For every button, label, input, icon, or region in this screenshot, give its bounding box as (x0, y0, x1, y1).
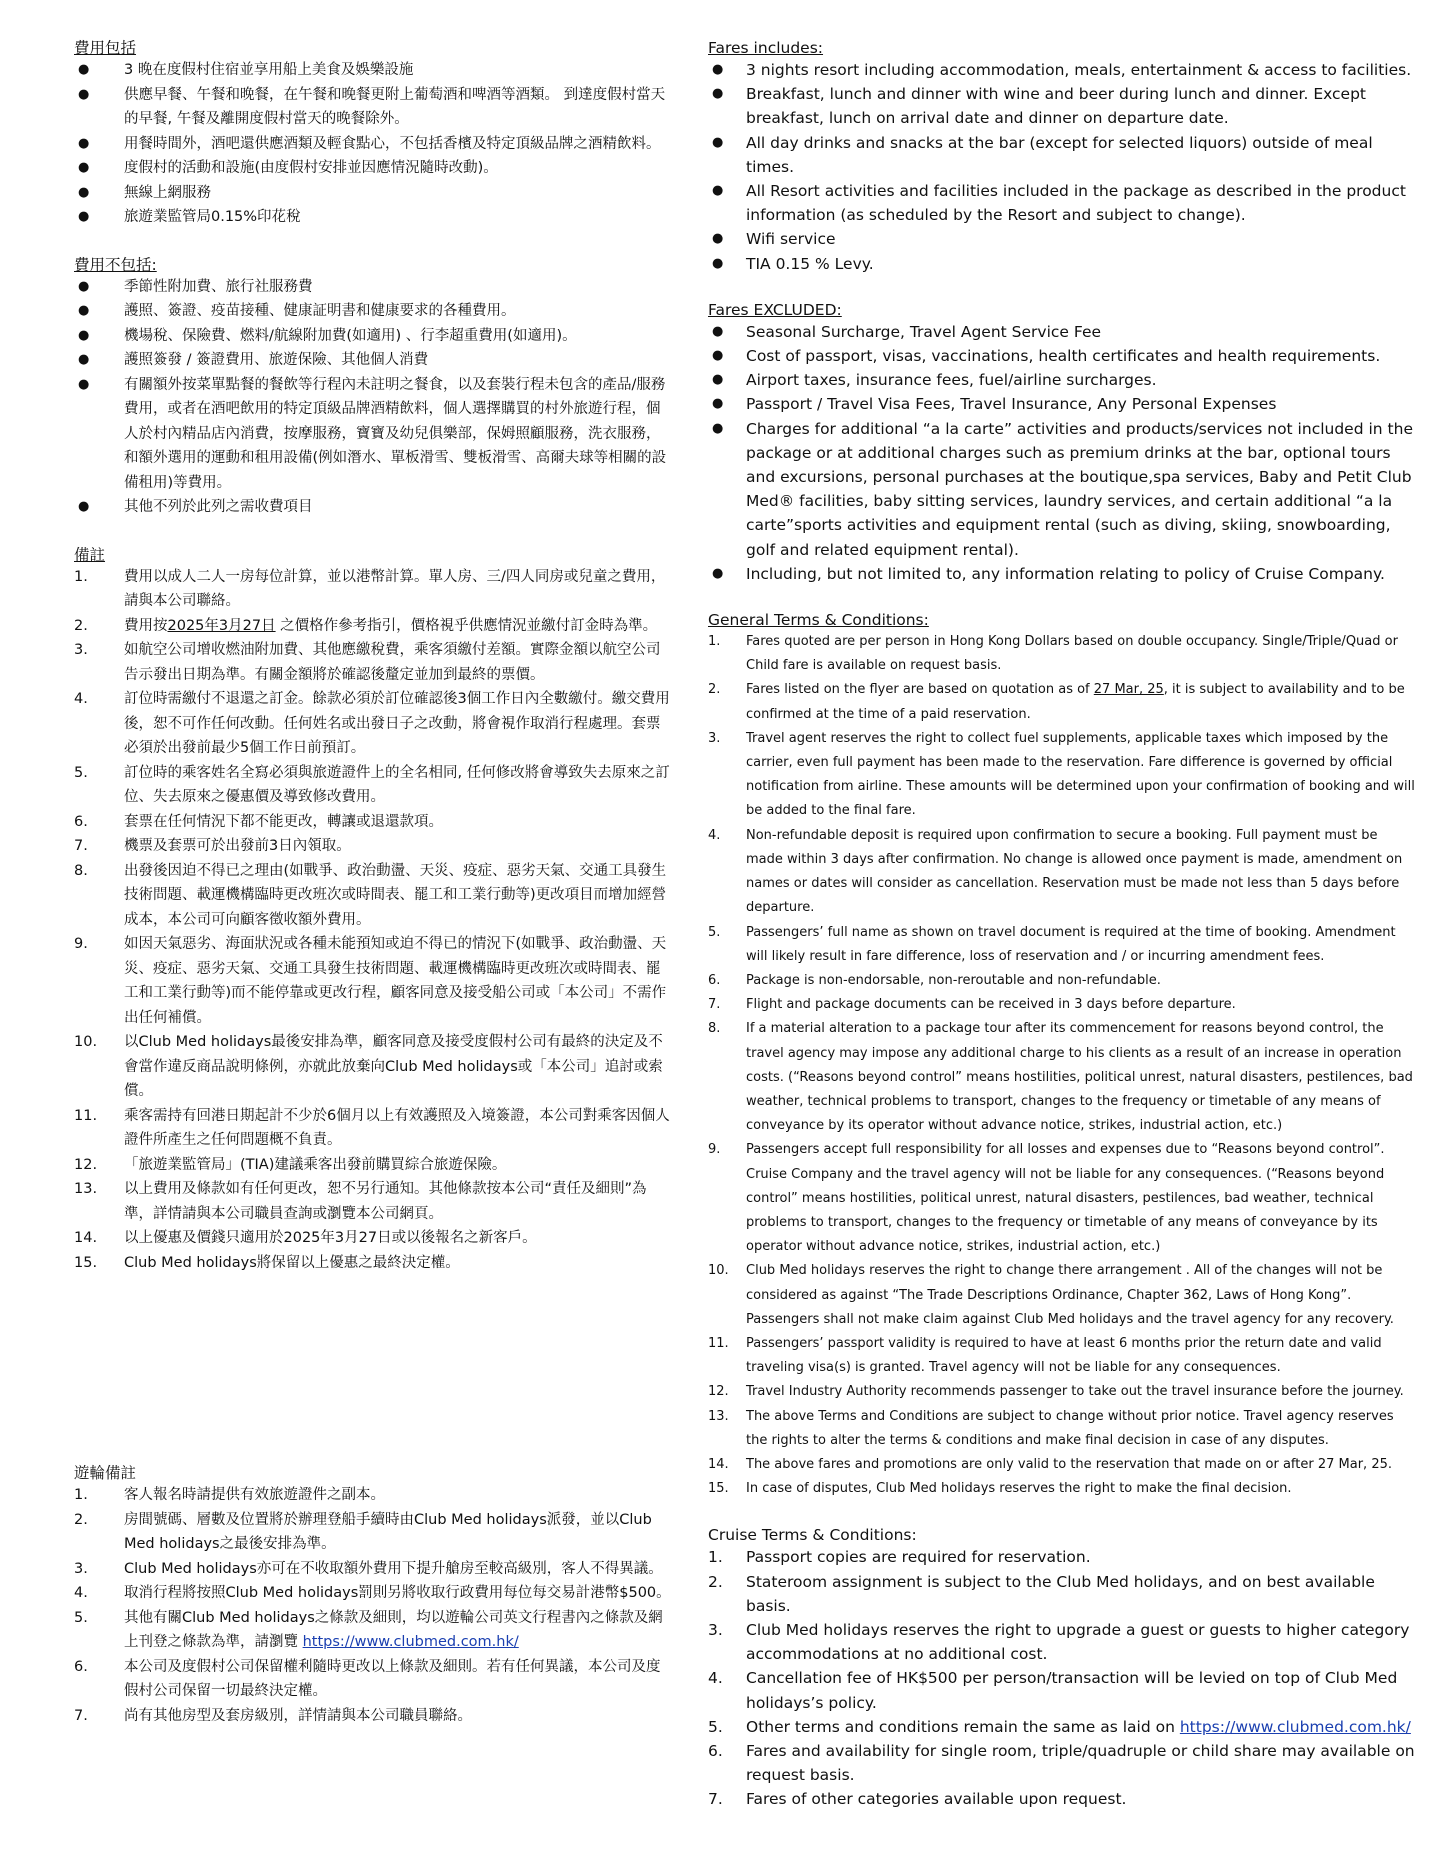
item-number: 11. (74, 1107, 98, 1124)
item-text: 出發後因迫不得已之理由(如戰爭、政治動盪、天災、疫症、惡劣天氣、交通工具發生技術問題、載運機構臨時更改班次或時間表、罷工和工業行動等)更改項目而增加經營成本，本公司可向顧客徵收額外費用。 (124, 862, 667, 928)
list-item (708, 1017, 1418, 1138)
list-item (74, 638, 674, 687)
zh-fares-excluded-section (74, 255, 674, 520)
list-item (708, 630, 1418, 678)
item-text: 如因天氣惡劣、海面狀況或各種未能預知或迫不得已的情況下(如戰爭、政治動盪、天災、疫症、惡劣天氣、交通工具發生技術問題、載運機構臨時更改班次或時間表、罷工和工業行動等)而不能停靠或更改行程，顧客同意及接受船公司或「本公司」不需作出任何補償。 (124, 936, 667, 1026)
item-number: 13. (708, 1408, 729, 1424)
list-item (74, 1251, 674, 1276)
en-general-terms-list (708, 630, 1418, 1501)
en-cruise-terms-heading: Cruise Terms & Conditions: (708, 1526, 917, 1545)
list-item (74, 1030, 674, 1104)
list-item (708, 227, 1418, 251)
item-text: Passengers accept full responsibility for all losses and expenses due to “Reasons beyond control”. Cruise Company and the travel agency will not be liable for any consequences. (“Reasons beyond control” means hostilities, political unrest, natural disasters, pestilences, bad weather, technical problems to transport, changes to the frequency or timetable of any means of conveyance by its operator without advance notice, strikes, industrial action, etc.) (746, 1142, 1385, 1255)
list-item (74, 859, 674, 933)
item-text: TIA 0.15 % Levy. (746, 254, 874, 273)
bullet-icon: ● (712, 565, 724, 581)
item-number: 15. (708, 1481, 729, 1497)
item-text: Wifi service (746, 230, 836, 249)
list-item (74, 565, 674, 614)
item-number: 1. (708, 1548, 723, 1567)
item-text: Fares and availability for single room, triple/quadruple or child share may available on request basis. (746, 1742, 1415, 1785)
item-number: 6. (74, 1658, 88, 1675)
item-number: 6. (74, 813, 88, 830)
zh-notes-heading: 備註 (74, 545, 106, 564)
item-number: 2. (708, 1572, 723, 1591)
item-number: 6. (708, 972, 721, 988)
bullet-icon: ● (78, 376, 90, 392)
item-text: In case of disputes, Club Med holidays reserves the right to make the final decision. (746, 1481, 1292, 1497)
list-item (74, 932, 674, 1030)
zh-fares-included-list (74, 58, 674, 230)
item-number: 5. (74, 1609, 88, 1626)
item-text: Club Med holidays將保留以上優惠之最終決定權。 (124, 1254, 460, 1271)
item-text: Flight and package documents can be received in 3 days before departure. (746, 997, 1236, 1013)
item-text: 供應早餐、午餐和晚餐，在午餐和晚餐更附上葡萄酒和啤酒等酒類。 到達度假村當天的早餐, 午餐及離開度假村當天的晚餐除外。 (124, 86, 666, 127)
item-number: 5. (708, 924, 721, 940)
item-number: 10. (708, 1263, 729, 1279)
list-item (74, 614, 674, 639)
en-fares-excluded-section (708, 300, 1418, 586)
item-text: 護照、簽證、疫苗接種、健康証明書和健康要求的各種費用。 (124, 303, 516, 319)
list-item (74, 1704, 674, 1729)
zh-fares-included-heading: 費用包括 (74, 39, 137, 57)
list-item (74, 1483, 674, 1508)
item-number: 2. (708, 682, 721, 698)
list-item (708, 1453, 1418, 1477)
item-text: If a material alteration to a package tour after its commencement for reasons beyond control, the travel agency may impose any additional charge to his clients as a result of an increase in operation costs. (“Reasons beyond control” means hostilities, political unrest, natural disasters, pestilences, bad weather, technical problems to transport, changes to the frequency or timetable of any means of conveyance by its operator without advance notice, strikes, industrial action, etc.) (746, 1021, 1413, 1134)
list-item (708, 727, 1418, 824)
item-text: The above fares and promotions are only valid to the reservation that made on or after 27 Mar, 25. (746, 1456, 1392, 1472)
bullet-icon: ● (78, 209, 90, 224)
item-number: 11. (708, 1335, 729, 1351)
list-item (74, 1606, 674, 1655)
list-item (74, 1581, 674, 1606)
list-item (708, 969, 1418, 993)
item-number: 14. (74, 1230, 98, 1246)
item-text: 用餐時間外，酒吧還供應酒類及輕食點心，不包括香檳及特定頂級品牌之酒精飲料。 (124, 135, 661, 152)
item-text: 乘客需持有回港日期起計不少於6個月以上有效護照及入境簽證，本公司對乘客因個人證件所產生之任何問題概不負責。 (124, 1107, 670, 1148)
list-item (74, 1557, 674, 1582)
list-item (708, 1477, 1418, 1501)
list-item (74, 83, 674, 132)
item-number: 2. (74, 617, 88, 634)
list-item (74, 324, 674, 349)
zh-cruise-notes-heading: 遊輪備註 (74, 1464, 137, 1482)
item-text: The above Terms and Conditions are subject to change without prior notice. Travel agency reserves the rights to alter the terms & conditions and make final decision in case of any disputes. (746, 1408, 1394, 1448)
item-number: 4. (74, 1585, 88, 1601)
list-item (74, 687, 674, 761)
clubmed-website-link[interactable]: https://www.clubmed.com.hk/ (302, 1634, 519, 1650)
item-number: 5. (708, 1717, 723, 1736)
item-text: Cancellation fee of HK$500 per person/transaction will be levied on top of Club Med holidays’s policy. (746, 1669, 1398, 1712)
price-reference-date: 2025年3月27日 (167, 617, 276, 634)
item-number: 7. (74, 1707, 88, 1724)
list-item (708, 320, 1418, 344)
list-item (74, 761, 674, 810)
bullet-icon: ● (712, 231, 724, 247)
list-item (74, 1508, 674, 1557)
list-item (708, 1332, 1418, 1380)
item-text: Passport copies are required for reservation. (746, 1548, 1091, 1567)
list-item (74, 156, 674, 181)
item-number: 4. (708, 827, 721, 843)
item-text: Airport taxes, insurance fees, fuel/airline surcharges. (746, 371, 1157, 390)
item-text: 3 nights resort including accommodation, meals, entertainment & access to facilities. (746, 61, 1412, 79)
list-item (708, 131, 1418, 179)
item-text: Charges for additional “a la carte” activities and products/services not included in the package or at additional charges such as premium drinks at the bar, optional tours and excursions, personal purchases at the boutique,spa services, Baby and Petit Club Med® facilities, baby sitting services, laundry services, and certain additional “a la carte”sports activities and equipment rental (such as diving, skiing, snowboarding, golf and related equipment rental). (746, 419, 1413, 559)
item-text: 以Club Med holidays最後安排為準，顧客同意及接受度假村公司有最終的決定及不會當作違反商品說明條例，亦就此放棄向Club Med holidays或「本公司」追討或索償。 (124, 1034, 663, 1099)
item-number: 14. (708, 1456, 729, 1472)
item-text: Club Med holidays亦可在不收取額外費用下提升艙房至較高級別，客人不得異議。 (124, 1560, 663, 1577)
item-text: 3 晚在度假村住宿並享用船上美食及娛樂設施 (124, 62, 414, 78)
en-fares-included-heading: Fares includes: (708, 39, 824, 57)
zh-cruise-notes-list (74, 1483, 674, 1728)
item-text: Package is non-endorsable, non-reroutable and non-refundable. (746, 972, 1161, 988)
list-item (708, 1787, 1418, 1811)
list-item (708, 368, 1418, 392)
item-number: 13. (74, 1181, 98, 1197)
list-item (74, 1226, 674, 1251)
item-number: 5. (74, 764, 88, 781)
item-number: 3. (74, 1560, 88, 1577)
list-item (74, 1104, 674, 1153)
item-text: 其他不列於此列之需收費項目 (124, 499, 313, 515)
item-text: Breakfast, lunch and dinner with wine and beer during lunch and dinner. Except breakfast, lunch on arrival date and dinner on departure date. (746, 85, 1367, 128)
item-text: 有關額外按菜單點餐的餐飲等行程內未註明之餐食，以及套裝行程未包含的產品/服務費用，或者在酒吧飲用的特定頂級品牌酒精飲料，個人選擇購買的村外旅遊行程，個人於村內精品店內消費，按摩服務，寶寶及幼兒俱樂部，保姆照顧服務，洗衣服務，和額外選用的運動和租用設備(例如潛水、單板滑雪、雙板滑雪、高爾夫球等相關的設備租用)等費用。 (124, 376, 667, 491)
item-number: 7. (708, 997, 721, 1013)
list-item (708, 1666, 1418, 1714)
bullet-icon: ● (78, 184, 90, 200)
list-item (74, 58, 674, 83)
bullet-icon: ● (712, 62, 724, 77)
item-text: 以上優惠及價錢只適用於2025年3月27日或以後報名之新客戶。 (124, 1230, 537, 1246)
item-text: 度假村的活動和設施(由度假村安排並因應情況隨時改動)。 (124, 160, 498, 176)
item-number: 1. (74, 1487, 88, 1503)
list-item (708, 252, 1418, 276)
english-column (708, 38, 1418, 1812)
item-number: 9. (74, 936, 88, 952)
item-text: Seasonal Surcharge, Travel Agent Service Fee (746, 322, 1102, 341)
list-item (708, 1739, 1418, 1787)
item-text: Non-refundable deposit is required upon confirmation to secure a booking. Full payment must be made within 3 days after confirmation. No change is allowed once payment is made, amendment on names or dates will consider as cancellation. Reservation must be made not less than 5 days before departure. (746, 827, 1403, 916)
list-item (74, 495, 674, 520)
en-fares-excluded-list (708, 320, 1418, 586)
list-item (708, 1380, 1418, 1404)
bullet-icon: ● (78, 327, 90, 343)
item-number: 7. (708, 1790, 723, 1809)
item-text: 客人報名時請提供有效旅遊證件之副本。 (124, 1487, 385, 1503)
item-number: 8. (708, 1021, 721, 1037)
item-text: 旅遊業監管局0.15%印花稅 (124, 209, 301, 225)
list-item (74, 299, 674, 324)
bullet-icon: ● (78, 278, 90, 294)
item-text: Fares quoted are per person in Hong Kong Dollars based on double occupancy. Single/Triple/Quad or Child fare is available on request basis. (746, 634, 1398, 674)
item-text: 之價格作參考指引，價格視乎供應情況並繳付訂金時為準。 (275, 617, 658, 634)
bullet-icon: ● (712, 183, 724, 199)
bullet-icon: ● (78, 135, 90, 151)
en-fares-included-section (708, 38, 1418, 276)
item-number: 3. (708, 730, 721, 746)
item-text: 套票在任何情況下都不能更改，轉讓或退還款項。 (124, 813, 443, 830)
bullet-icon: ● (712, 372, 724, 388)
list-item (708, 1570, 1418, 1618)
bullet-icon: ● (712, 420, 724, 436)
list-item (708, 392, 1418, 416)
item-text: 訂位時需繳付不退還之訂金。餘款必須於訂位確認後3個工作日內全數繳付。繳交費用後，恕不可作任何改動。任何姓名或出發日子之改動，將會視作取消行程處理。套票必須於出發前最少5個工作日前預訂。 (124, 691, 670, 756)
chinese-column (74, 38, 674, 1728)
list-item (708, 179, 1418, 227)
list-item (708, 1405, 1418, 1453)
zh-notes-section (74, 545, 674, 1276)
quotation-date: 27 Mar, 25 (1093, 682, 1164, 698)
item-text: 本公司及度假村公司保留權利隨時更改以上條款及細則。若有任何異議，本公司及度假村公司保留一切最終決定權。 (124, 1658, 661, 1699)
list-item (74, 205, 674, 230)
item-text: Stateroom assignment is subject to the Club Med holidays, and on best available basis. (746, 1572, 1375, 1615)
list-item (74, 1655, 674, 1704)
zh-fares-excluded-list (74, 275, 674, 520)
item-text: 護照簽發 / 簽證費用、旅遊保險、其他個人消費 (124, 352, 429, 368)
item-number: 1. (74, 568, 88, 585)
list-item (708, 1545, 1418, 1569)
list-item (708, 921, 1418, 969)
en-cruise-terms-section (708, 1525, 1418, 1811)
list-item (708, 58, 1418, 82)
item-text: Passengers’ passport validity is required to have at least 6 months prior the return date and valid traveling visa(s) is granted. Travel agency will not be liable for any consequences. (746, 1335, 1382, 1376)
item-text: Club Med holidays reserves the right to change there arrangement . All of the changes will not be considered as against “The Trade Descriptions Ordinance, Chapter 362, Laws of Hong Kong”. Passengers shall not make claim against Club Med holidays and the travel agency for any recovery. (746, 1263, 1394, 1327)
en-cruise-terms-list (708, 1545, 1418, 1811)
en-fares-included-list (708, 58, 1418, 276)
item-text: , it is subject to availability and to be confirmed at the time of a paid reservation. (746, 682, 1405, 722)
item-text: Club Med holidays reserves the right to upgrade a guest or guests to higher category accommodations at no additional cost. (746, 1620, 1410, 1664)
item-text: 機場稅、保險費、燃料/航線附加費(如適用) 、行李超重費用(如適用)。 (124, 327, 577, 344)
en-general-terms-heading: General Terms & Conditions: (708, 611, 929, 630)
item-number: 15. (74, 1254, 98, 1271)
item-number: 4. (74, 691, 88, 707)
item-text: Cost of passport, visas, vaccinations, health certificates and health requirements. (746, 347, 1381, 366)
item-text: All Resort activities and facilities included in the package as described in the product information (as scheduled by the Resort and subject to change). (746, 182, 1406, 225)
item-text: Fares of other categories available upon request. (746, 1790, 1127, 1809)
list-item (708, 1618, 1418, 1666)
bullet-icon: ● (78, 499, 90, 514)
zh-cruise-notes-section (74, 1463, 674, 1728)
bullet-icon: ● (712, 255, 724, 271)
list-item (708, 417, 1418, 562)
clubmed-website-link[interactable]: https://www.clubmed.com.hk/ (1179, 1717, 1411, 1736)
item-number: 10. (74, 1034, 98, 1050)
bullet-icon: ● (78, 86, 90, 102)
item-text: 取消行程將按照Club Med holidays罰則另將收取行政費用每位每交易計港幣$500。 (124, 1585, 671, 1601)
item-text: Fares listed on the flyer are based on quotation as of (746, 682, 1094, 698)
item-number: 12. (74, 1156, 98, 1173)
item-text: 其他有關Club Med holidays之條款及細則，均以遊輪公司英文行程書內之條款及網上刊登之條款為準，請瀏覽 (124, 1609, 663, 1650)
bullet-icon: ● (78, 352, 90, 367)
item-text: 無線上網服務 (124, 184, 211, 201)
zh-notes-list (74, 565, 674, 1276)
bullet-icon: ● (712, 86, 724, 102)
en-fares-excluded-heading: Fares EXCLUDED: (708, 300, 842, 319)
list-item (708, 1715, 1418, 1739)
list-item (708, 678, 1418, 726)
list-item (74, 275, 674, 300)
item-text: Travel agent reserves the right to collect fuel supplements, applicable taxes which imposed by the carrier, even full payment has been made to the reservation. Fare difference is governed by official notification from airline. These amounts will be determined upon your confirmation of booking and will be added to the final fare. (746, 730, 1415, 819)
item-text: Travel Industry Authority recommends passenger to take out the travel insurance before the journey. (746, 1384, 1404, 1400)
item-text: 以上費用及條款如有任何更改，恕不另行通知。其他條款按本公司“責任及細則”為準，詳情請與本公司職員查詢或瀏覽本公司網頁。 (124, 1181, 647, 1222)
bullet-icon: ● (78, 160, 90, 175)
item-text: Passport / Travel Visa Fees, Travel Insurance, Any Personal Expenses (746, 395, 1277, 414)
bullet-icon: ● (712, 348, 724, 364)
en-general-terms-section (708, 610, 1418, 1501)
list-item (708, 344, 1418, 368)
item-text: 如航空公司增收燃油附加費、其他應繳稅費，乘客須繳付差額。實際金額以航空公司告示發出日期為準。有關金額將於確認後釐定並加到最終的票價。 (124, 642, 661, 683)
item-number: 9. (708, 1142, 721, 1158)
bullet-icon: ● (712, 134, 724, 150)
list-item (708, 1259, 1418, 1332)
bullet-icon: ● (712, 396, 724, 412)
list-item (74, 1153, 674, 1178)
item-text: Other terms and conditions remain the same as laid on (746, 1717, 1180, 1736)
list-item (708, 1138, 1418, 1259)
bullet-icon: ● (78, 303, 90, 318)
item-number: 6. (708, 1742, 723, 1760)
item-text: 季節性附加費、旅行社服務費 (124, 278, 313, 295)
item-number: 3. (708, 1620, 723, 1639)
item-text: 費用按 (124, 617, 168, 634)
list-item (74, 181, 674, 206)
item-text: 訂位時的乘客姓名全寫必須與旅遊證件上的全名相同, 任何修改將會導致失去原來之訂位、失去原來之優惠價及導致修改費用。 (124, 764, 670, 805)
list-item (708, 824, 1418, 921)
zh-fares-included-section (74, 38, 674, 230)
item-text: 機票及套票可於出發前3日內領取。 (124, 838, 351, 854)
list-item (74, 810, 674, 835)
list-item (74, 834, 674, 859)
item-number: 1. (708, 634, 721, 650)
list-item (708, 993, 1418, 1017)
item-text: 尚有其他房型及套房級別，詳情請與本公司職員聯絡。 (124, 1707, 472, 1724)
item-text: 「旅遊業監管局」(TIA)建議乘客出發前購買綜合旅遊保險。 (124, 1156, 507, 1173)
list-item (708, 82, 1418, 130)
item-number: 3. (74, 642, 88, 658)
item-text: Including, but not limited to, any information relating to policy of Cruise Company. (746, 564, 1385, 583)
bullet-icon: ● (78, 62, 90, 77)
item-text: 費用以成人二人一房每位計算，並以港幣計算。單人房、三/四人同房或兒童之費用，請與本公司聯絡。 (124, 568, 666, 609)
zh-fares-excluded-heading: 費用不包括: (74, 255, 157, 274)
bullet-icon: ● (712, 323, 724, 339)
item-text: Passengers’ full name as shown on travel document is required at the time of booking. Amendment will likely result in fare difference, loss of reservation and / or incurring amendment fees. (746, 924, 1396, 964)
item-text: 房間號碼、層數及位置將於辦理登船手續時由Club Med holidays派發，並以Club Med holidays之最後安排為準。 (124, 1511, 652, 1552)
list-item (74, 1177, 674, 1226)
item-text: All day drinks and snacks at the bar (except for selected liquors) outside of meal times. (746, 133, 1373, 176)
list-item (708, 562, 1418, 586)
item-number: 2. (74, 1511, 88, 1528)
list-item (74, 348, 674, 373)
item-number: 12. (708, 1384, 729, 1400)
list-item (74, 373, 674, 496)
list-item (74, 132, 674, 157)
item-number: 8. (74, 862, 88, 879)
item-number: 4. (708, 1669, 723, 1688)
item-number: 7. (74, 838, 88, 854)
